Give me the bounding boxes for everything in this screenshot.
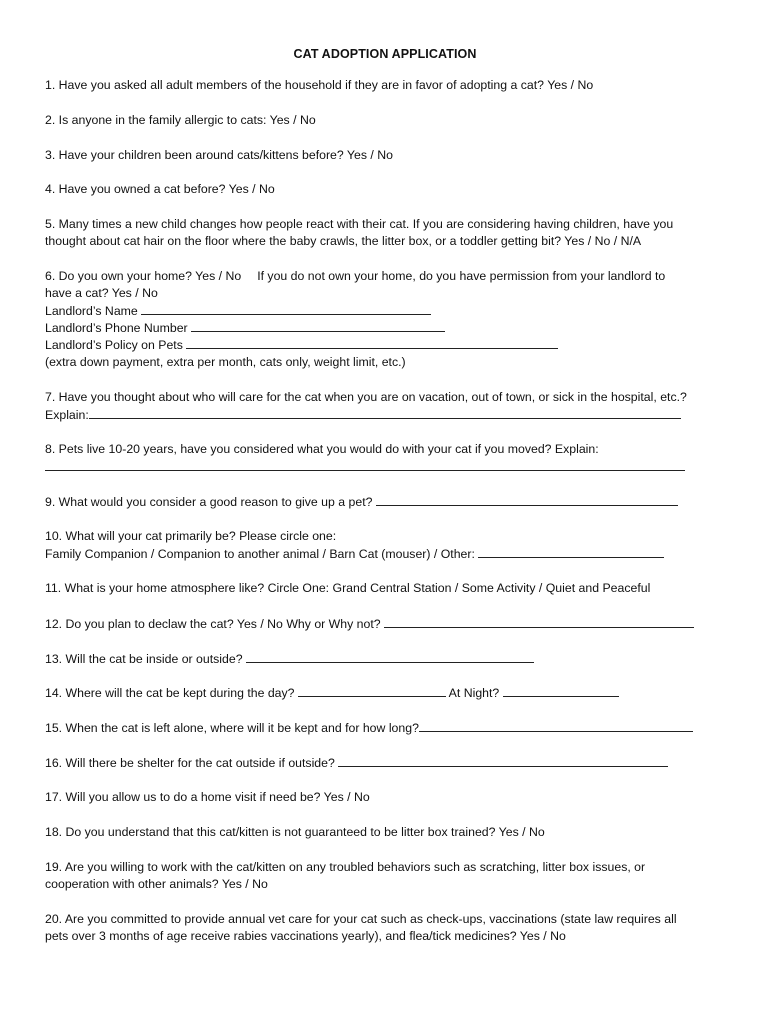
question-13-answer-field[interactable] xyxy=(246,650,534,663)
question-10-other-field[interactable] xyxy=(478,545,664,558)
question-7-explain-label: Explain: xyxy=(45,408,89,422)
question-8-answer-row xyxy=(45,458,685,476)
landlord-policy-label: Landlord’s Policy on Pets xyxy=(45,338,183,352)
question-12 xyxy=(45,615,694,633)
question-8-answer-field[interactable] xyxy=(45,458,685,471)
question-8: 8. Pets live 10-20 years, have you considered what you would do with your cat if you moved? Explain: xyxy=(45,442,599,456)
question-16-label: 16. Will there be shelter for the cat outside if outside? xyxy=(45,756,335,770)
question-20-line-2: pets over 3 months of age receive rabies vaccinations yearly), and flea/tick medicines? Yes / No xyxy=(45,929,566,943)
question-14-night-field[interactable] xyxy=(503,684,619,697)
question-6-line-1 xyxy=(45,268,665,285)
question-19-line-1: 19. Are you willing to work with the cat/kitten on any troubled behaviors such as scratching, litter box issues, or xyxy=(45,860,646,874)
question-19-line-2: cooperation with other animals? Yes / No xyxy=(45,877,268,891)
question-12-label: 12. Do you plan to declaw the cat? Yes / No Why or Why not? xyxy=(45,617,381,631)
question-14 xyxy=(45,684,619,702)
landlord-phone-field[interactable] xyxy=(191,319,445,332)
landlord-name-row xyxy=(45,302,431,320)
landlord-policy-note: (extra down payment, extra per month, cats only, weight limit, etc.) xyxy=(45,355,406,369)
question-2: 2. Is anyone in the family allergic to cats: Yes / No xyxy=(45,113,316,127)
question-15-label: 15. When the cat is left alone, where will it be kept and for how long? xyxy=(45,721,419,735)
question-16-answer-field[interactable] xyxy=(338,754,668,767)
question-7-explain-field[interactable] xyxy=(89,406,681,419)
question-6-landlord-permission: If you do not own your home, do you have permission from your landlord to xyxy=(257,269,666,283)
question-9-answer-field[interactable] xyxy=(376,493,678,506)
question-15-answer-field[interactable] xyxy=(419,719,693,732)
question-18: 18. Do you understand that this cat/kitten is not guaranteed to be litter box trained? Yes / No xyxy=(45,825,545,839)
landlord-name-label: Landlord’s Name xyxy=(45,304,138,318)
question-6-own-home: 6. Do you own your home? Yes / No xyxy=(45,269,242,283)
landlord-policy-field[interactable] xyxy=(186,336,558,349)
question-9-label: 9. What would you consider a good reason to give up a pet? xyxy=(45,495,373,509)
question-14-night-label: At Night? xyxy=(448,686,500,700)
question-14-day-label: 14. Where will the cat be kept during the day? xyxy=(45,686,295,700)
question-7-line-1: 7. Have you thought about who will care for the cat when you are on vacation, out of town, or sick in the hospital, etc.? xyxy=(45,390,687,404)
landlord-name-field[interactable] xyxy=(141,302,431,315)
question-10-options: Family Companion / Companion to another animal / Barn Cat (mouser) / Other: xyxy=(45,547,475,561)
question-4: 4. Have you owned a cat before? Yes / No xyxy=(45,182,275,196)
question-9 xyxy=(45,493,678,511)
question-13 xyxy=(45,650,534,668)
question-10-line-1: 10. What will your cat primarily be? Please circle one: xyxy=(45,529,337,543)
question-11: 11. What is your home atmosphere like? Circle One: Grand Central Station / Some Activity / Quiet and Peaceful xyxy=(45,581,651,595)
question-3: 3. Have your children been around cats/kittens before? Yes / No xyxy=(45,148,393,162)
landlord-phone-label: Landlord’s Phone Number xyxy=(45,321,188,335)
landlord-phone-row xyxy=(45,319,445,337)
question-13-label: 13. Will the cat be inside or outside? xyxy=(45,652,243,666)
question-12-answer-field[interactable] xyxy=(384,615,694,628)
question-20-line-1: 20. Are you committed to provide annual vet care for your cat such as check-ups, vaccinations (state law requires all xyxy=(45,912,677,926)
question-5-line-2: thought about cat hair on the floor where the baby crawls, the litter box, or a toddler getting bit? Yes / No / N/A xyxy=(45,234,642,248)
question-10-line-2 xyxy=(45,545,664,563)
question-14-day-field[interactable] xyxy=(298,684,446,697)
question-7-line-2 xyxy=(45,406,681,424)
question-15 xyxy=(45,719,693,737)
landlord-policy-row xyxy=(45,336,558,354)
question-16 xyxy=(45,754,668,772)
question-17: 17. Will you allow us to do a home visit if need be? Yes / No xyxy=(45,790,370,804)
question-5-line-1: 5. Many times a new child changes how people react with their cat. If you are considering having children, have you xyxy=(45,217,674,231)
page-title: CAT ADOPTION APPLICATION xyxy=(293,47,477,61)
question-1: 1. Have you asked all adult members of the household if they are in favor of adopting a cat? Yes / No xyxy=(45,78,594,92)
question-6-line-2: have a cat? Yes / No xyxy=(45,286,158,300)
